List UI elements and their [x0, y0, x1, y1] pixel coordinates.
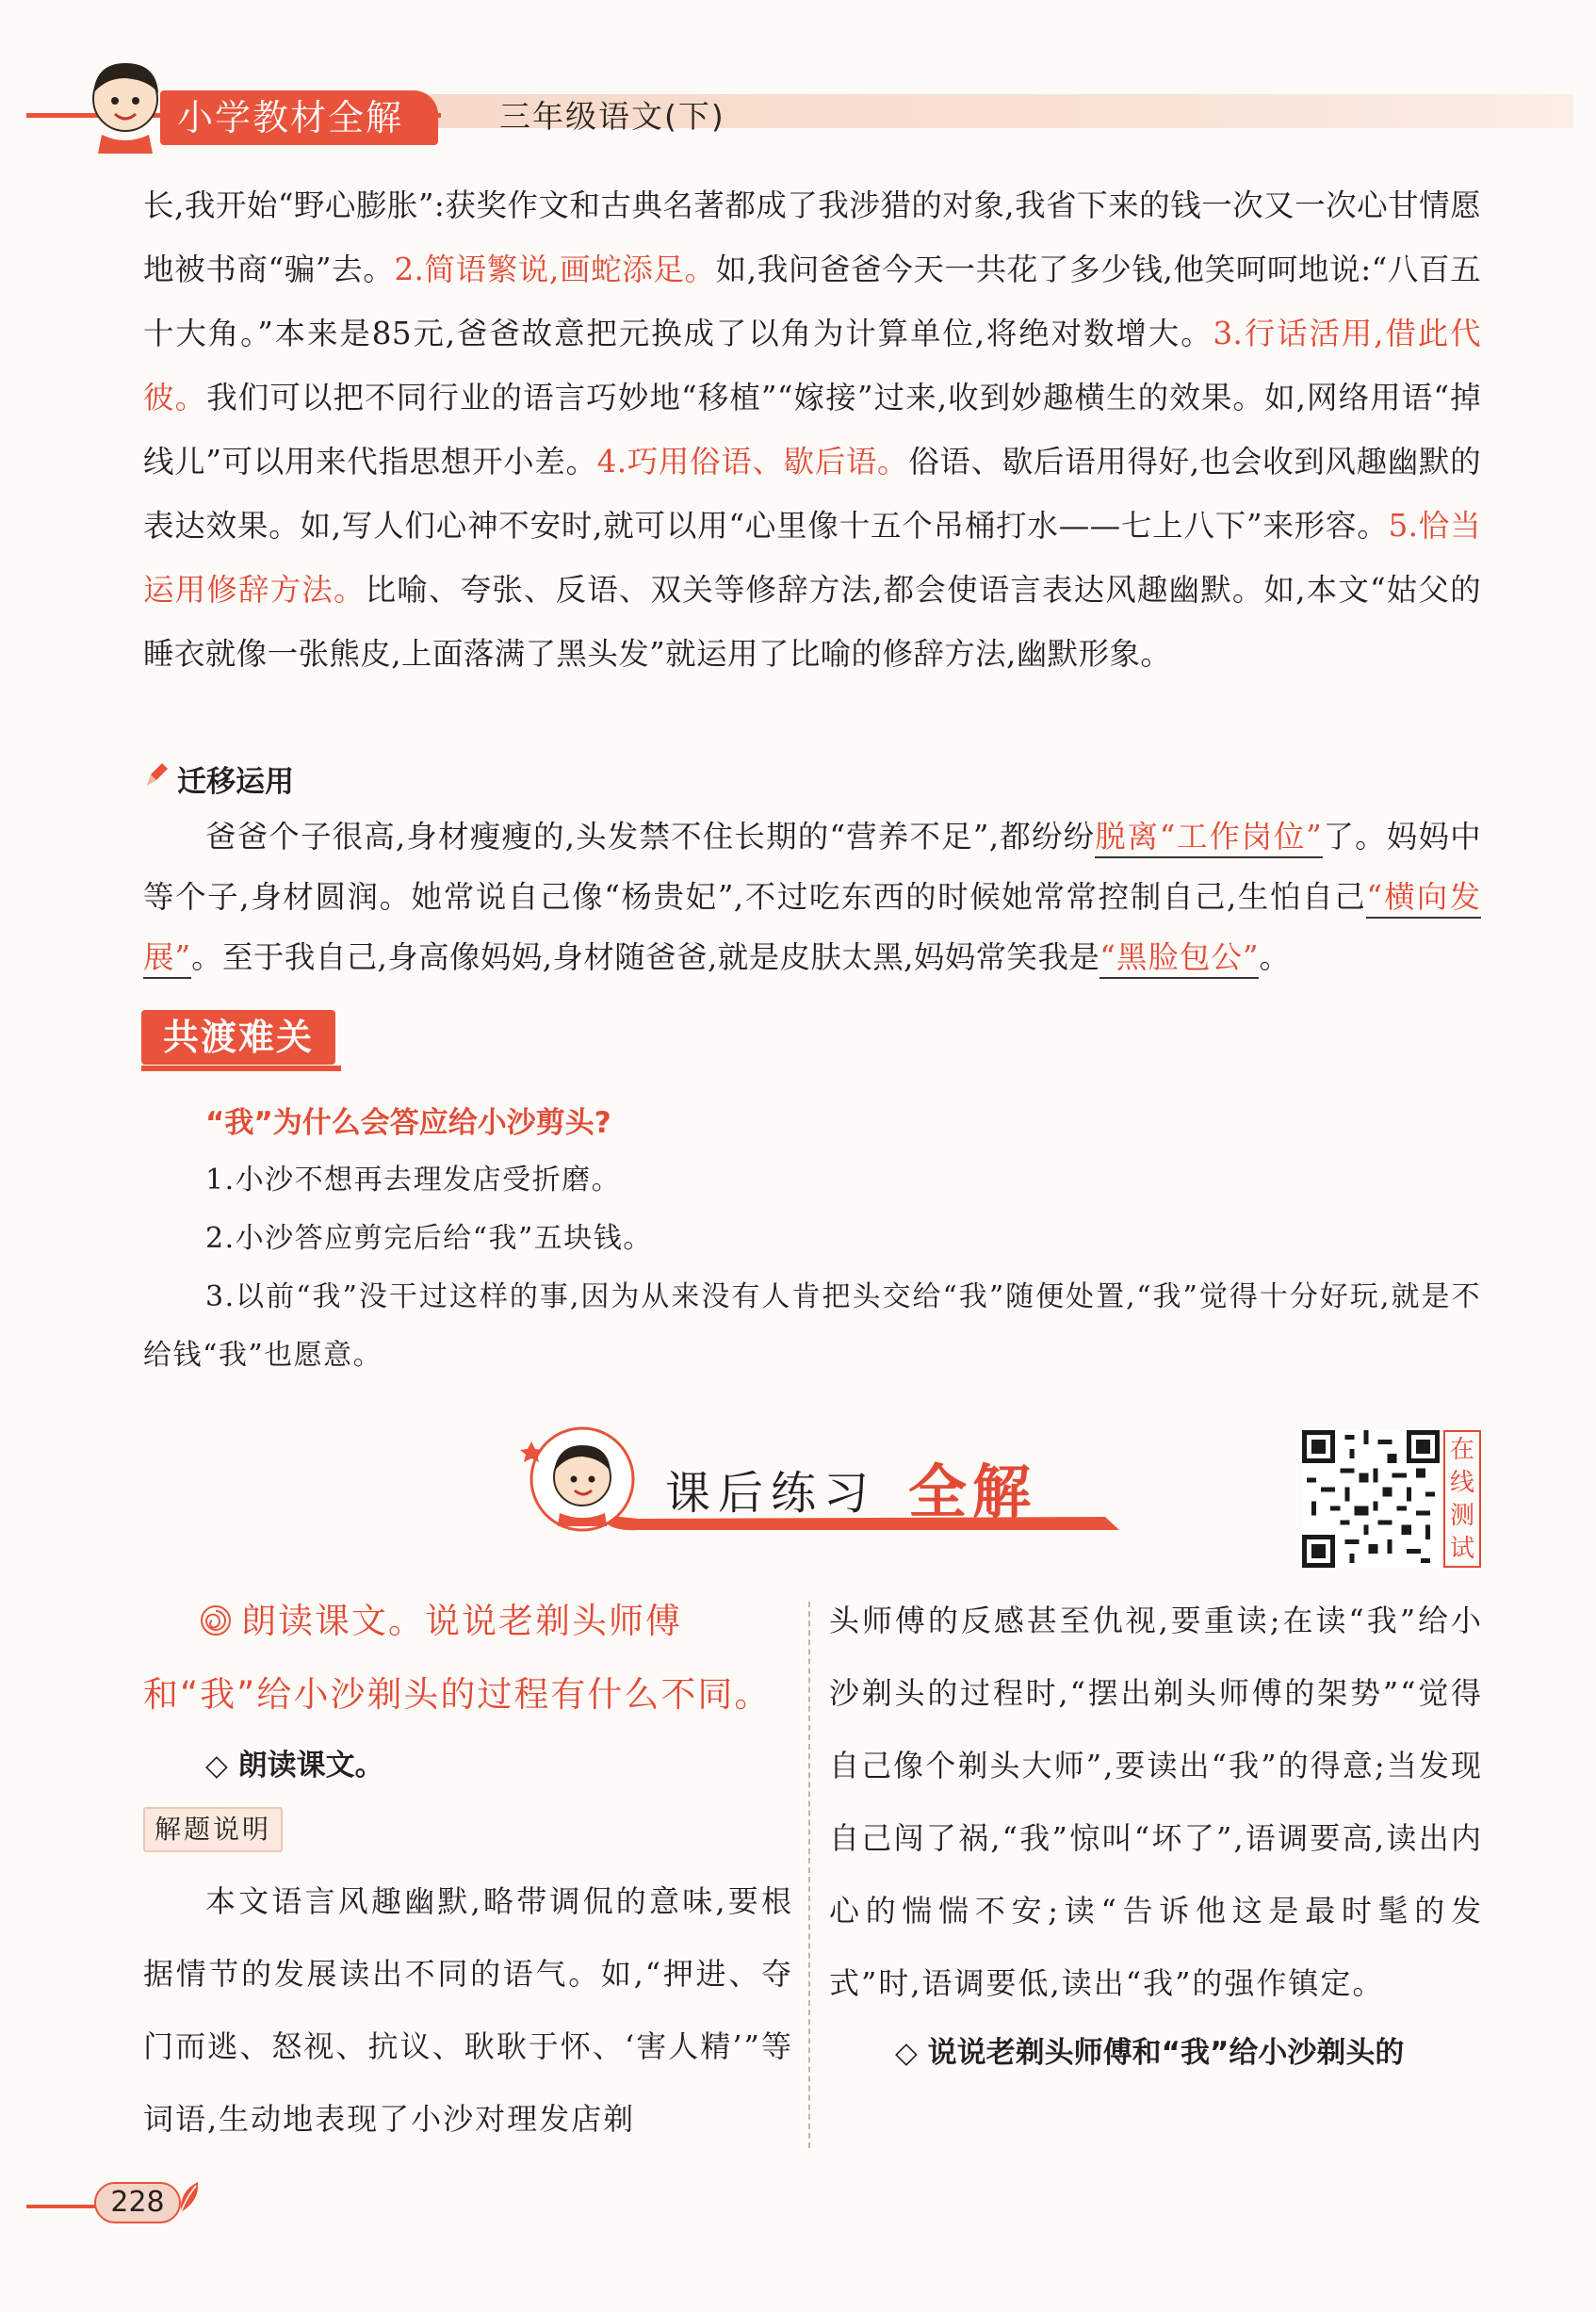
underlined-phrase: “黑脸包公” [1099, 939, 1259, 979]
exercise-left-column [143, 1585, 793, 2156]
column-divider [808, 1602, 810, 2148]
exercise-title-b: 全解 [908, 1457, 1037, 1526]
subtask-read: ◇ 朗读课文。 [205, 1749, 384, 1783]
text-run: 了。妈妈中等个子,身材圆润。她常说自己像“杨贵妃”,不过吃东西的时候她常常控制自己,生怕自己 [143, 819, 1481, 915]
technique-heading: 3.行话活用,借此代彼。 [143, 316, 1481, 415]
subtask-compare: ◇ 说说老剃头师傅和“我”给小沙剃头的 [895, 2036, 1405, 2070]
online-test-label[interactable]: 在线测试 [1443, 1430, 1481, 1568]
explanation-tag: 解题说明 [143, 1807, 283, 1852]
answer-2: 2.小沙答应剪完后给“我”五块钱。 [205, 1222, 653, 1255]
badge-underline [141, 1066, 341, 1071]
technique-heading: 5.恰当运用修辞方法。 [143, 508, 1481, 608]
exercise-question [143, 1585, 793, 1732]
mascot-icon [73, 52, 177, 155]
answer-3: 3.以前“我”没干过这样的事,因为从来没有人肯把头交给“我”随便处置,“我”觉得十分好玩,就是不给钱“我”也愿意。 [143, 1280, 1481, 1372]
section-badge: 共渡难关 [141, 1010, 335, 1065]
technique-heading: 4.巧用俗语、歇后语。 [596, 444, 909, 480]
text-run: 长,我开始“野心膨胀”:获奖作文和古典名著都成了我涉猎的对象,我省下来的钱一次又一次心甘情愿地被书商“骗”去。 [143, 187, 1481, 287]
spiral-icon [200, 1604, 232, 1636]
text-run: 俗语、歇后语用得好,也会收到风趣幽默的表达效果。如,写人们心神不安时,就可以用“心里像十五个吊桶打水——七上八下”来形容。 [143, 444, 1481, 544]
exercise-right-column [829, 1585, 1483, 2086]
text-run: 。 [1259, 939, 1291, 975]
grade-subject: 三年级语文(下) [499, 98, 725, 135]
exercise-title-a: 课后练习 [665, 1467, 877, 1520]
underlined-phrase: “横向发展” [143, 879, 1481, 979]
question-title: “我”为什么会答应给小沙剪头? [205, 1106, 611, 1140]
transfer-paragraph [143, 806, 1481, 987]
explanation-left: 本文语言风趣幽默,略带调侃的意味,要根据情节的发展读出不同的语气。如,“押进、夺门而逃、怒视、抗议、耿耿于怀、‘害人精’”等词语,生动地表现了小沙对理发店剃 [143, 1883, 793, 2137]
answer-1: 1.小沙不想再去理发店受折磨。 [205, 1164, 622, 1197]
intro-paragraph [143, 173, 1481, 686]
text-run: 。至于我自己,身高像妈妈,身材随爸爸,就是皮肤太黑,妈妈常笑我是 [191, 939, 1100, 975]
underlined-phrase: 脱离“工作岗位” [1095, 819, 1323, 858]
text-run: 比喻、夸张、反语、双关等修辞方法,都会使语言表达风趣幽默。如,本文“姑父的睡衣就像一张熊皮,上面落满了黑头发”就运用了比喻的修辞方法,幽默形象。 [143, 572, 1481, 672]
transfer-label: 迁移运用 [177, 765, 294, 799]
page-number: 228 [94, 2182, 181, 2223]
text-run: 如,我问爸爸今天一共花了多少钱,他笑呵呵地说:“八百五十大角。”本来是85元,爸爸故意把元换成了以角为计算单位,将绝对数增大。 [143, 252, 1481, 351]
book-title: 小学教材全解 [160, 90, 438, 145]
text-run: 我们可以把不同行业的语言巧妙地“移植”“嫁接”过来,收到妙趣横生的效果。如,网络用语“掉线儿”可以用来代指思想开小差。 [143, 380, 1481, 480]
exercise-question-text: 朗读课文。说说老剃头师傅和“我”给小沙剃头的过程有什么不同。 [143, 1601, 772, 1715]
explanation-right: 头师傅的反感甚至仇视,要重读;在读“我”给小沙剃头的过程时,“摆出剃头师傅的架势”“觉得自己像个剃头大师”,要读出“我”的得意;当发现自己闯了祸,“我”惊叫“坏了”,语调要高,读出内心的惴惴不安;读“告诉他这是最时髦的发式”时,语调要低,读出“我”的强作镇定。 [829, 1603, 1483, 2001]
technique-heading: 2.简语繁说,画蛇添足。 [394, 252, 716, 287]
qr-code-icon[interactable] [1302, 1430, 1440, 1568]
leaf-icon [175, 2178, 204, 2216]
pencil-icon [143, 761, 170, 790]
text-run: 爸爸个子很高,身材瘦瘦的,头发禁不住长期的“营养不足”,都纷纷 [205, 819, 1096, 855]
